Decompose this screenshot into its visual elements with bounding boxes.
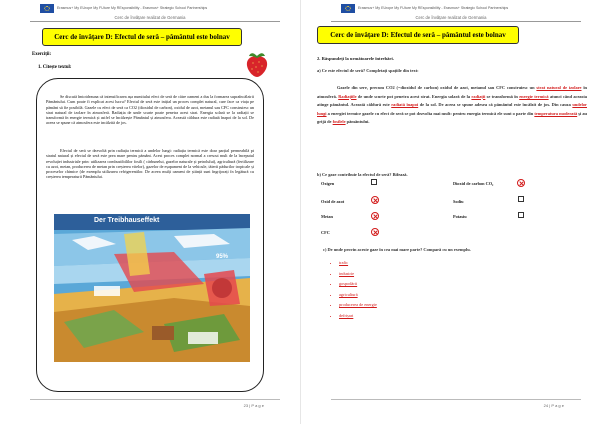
answer-fill: temperatura moderată [534,110,578,116]
diagram-stat: 95% [216,254,229,260]
gas-label: CFC [321,230,330,235]
list-item: • agricultură [339,290,377,301]
answer-a-paragraph [317,84,587,127]
page-title: Cerc de învățare D: Efectul de seră – pământul este bolnav [42,28,242,46]
gas-label: Potasiu [453,214,467,219]
paragraph-2: Efectul de seră se dezvoltă prin radiația termică a undelor lungi: radiația termică este doar parțial permeabilă pt stratul natural și efectul de seră este prea mare pentru pământ. Acest proces complet normal a crescut mult de la începutul revoluției industriale prin: utilizarea combustibililor fosili ( cărbunelui, gazelor naturale și petrolului), agricultură (fertilizare cu azot, metan, producerea de metan prin creșterea vitelor), gazelor de eșapament de la vehicule, tăierii pădurilor tropicale și proceselor chimice (de exemplu utilizarea refrigerentilor. De aceea mulți oameni de știință sunt îngrijorați în legătură cu creșterea temperaturii Pământului. [46,148,254,180]
answer-a-text: Gazele din sere, precum CO2 (=dioxidul de carbon) oxidul de azot, metanul sau CFC construiesc un [337,85,535,90]
gas-checkbox-checked[interactable] [371,196,379,204]
erasmus-header [40,3,207,13]
header-divider [331,21,581,22]
list-item: • trafic [339,258,377,269]
list-item: • producerea de energie [339,300,377,311]
answer-fill: Radiațiile [338,93,357,99]
gas-checkbox-checked[interactable] [371,212,379,220]
list-item: • defrișari [339,311,377,322]
answer-fill: radiată înapoi [391,102,419,108]
list-item: • gospodării [339,279,377,290]
answer-a-text: și au grijă de [317,110,587,125]
list-item: • industrie [339,269,377,280]
gas-label: Metan [321,214,333,219]
eu-flag-icon [40,4,54,13]
gas-label: Sodiu [453,199,464,204]
answer-a-text: pământului. [346,119,370,125]
right-page [300,0,600,424]
header-divider [30,21,280,22]
strawberry-icon [244,50,270,78]
diagram-title: Der Treibhauseffekt [94,217,160,224]
answer-fill: radiații [471,93,486,99]
answer-a-text: a energiei termice gazele cu efect de seră se pot dezvolta mai mult: pentru energia termică ele sunt o parte din [327,110,534,116]
answer-fill: energie termică [519,93,549,99]
answer-a-text: în atmosferă. [317,85,587,99]
answer-a-text: de unde scurte pot penetra acest strat. Energia solară de la [357,93,471,99]
gas-checkbox[interactable] [371,179,377,185]
header-subtitle: Cerc de învățare realizat de Germania [114,15,186,20]
gas-label: Dioxid de carbon CO₂ [453,181,494,186]
greenhouse-diagram [54,214,250,362]
question-a: a) Ce este efectul de seră? Completați spațiile din text: [317,68,419,73]
answer-fill: strat natural de izolare [536,85,582,90]
header-logo-text: Erasmus+ My EUrope My FUture My REsponsibility - Erasmus+ Strategic School Partnerships [358,6,509,10]
page-number: 23 | P a g e [243,403,264,408]
answers-c-list [331,258,377,322]
erasmus-header [341,3,508,13]
answer-a-text: de la sol. De aceea se spune adesea că pământul este încălzit de jos. Din cauza [419,102,571,108]
gas-checkbox-checked[interactable] [517,179,525,187]
answer-a-text: atunci când aceasta atinge pământul. Această căldură este [317,93,587,108]
gas-checkbox[interactable] [518,212,524,218]
answer-fill: undelor lungi [317,102,587,116]
page-number: 24 | P a g e [543,403,564,408]
gas-checkbox-checked[interactable] [371,228,379,236]
exercise-label: Exerciții: [32,52,52,57]
gas-label: Oxid de azot [321,199,345,204]
question-b: b) Ce gaze contribuie la efectul de seră? Bifează. [317,172,408,177]
footer-line [331,399,581,400]
paragraph-1: Se discută îmtotdeauna că intensificarea așa numitului efect de seră de către oameni a dus la formarea supraîncălzirii Pământului. Cum poate fi explicat acest lucru? Efectul de seră este inițial un proces complet natural, care face ca viața pe pământ să fie posibilă. Gazele cu efect de seră ca CO2 (dioxidul de carbon), oxidul de azot, metanul sau CFC construiesc un strat natural de izolare în atmosferă. Radiația de unde scurte poate penetra acest strat. Energia solară se la radiații se transformă în energie termică și astfel se încălzește Pământul și atmosfera. Această căldura este radiată înapoi de la sol. De aceea se spune că atmosfera este incălzită de jos. [46,94,254,126]
answer-a-text: se transformă în [486,93,518,99]
eu-flag-icon [341,4,355,13]
header-logo-text: Erasmus+ My EUrope My FUture My REsponsibility - Erasmus+ Strategic School Partnerships [57,6,208,10]
question-c: c) De unde provin aceste gaze în cea mai mare parte? Compară cu un exemplu. [323,247,471,252]
gas-label: Oxigen [321,181,335,186]
footer-line [30,399,280,400]
answer-fill: fosilele [332,119,346,125]
question-2: 2. Răspundeți la următoarele întrebări. [317,56,394,61]
task-label: 1. Citește textul: [38,65,72,70]
gas-checkbox[interactable] [518,196,524,202]
page-title: Cerc de învățare D: Efectul de seră – pământul este bolnav [317,26,519,44]
header-subtitle: Cerc de învățare realizat de Germania [415,15,487,20]
